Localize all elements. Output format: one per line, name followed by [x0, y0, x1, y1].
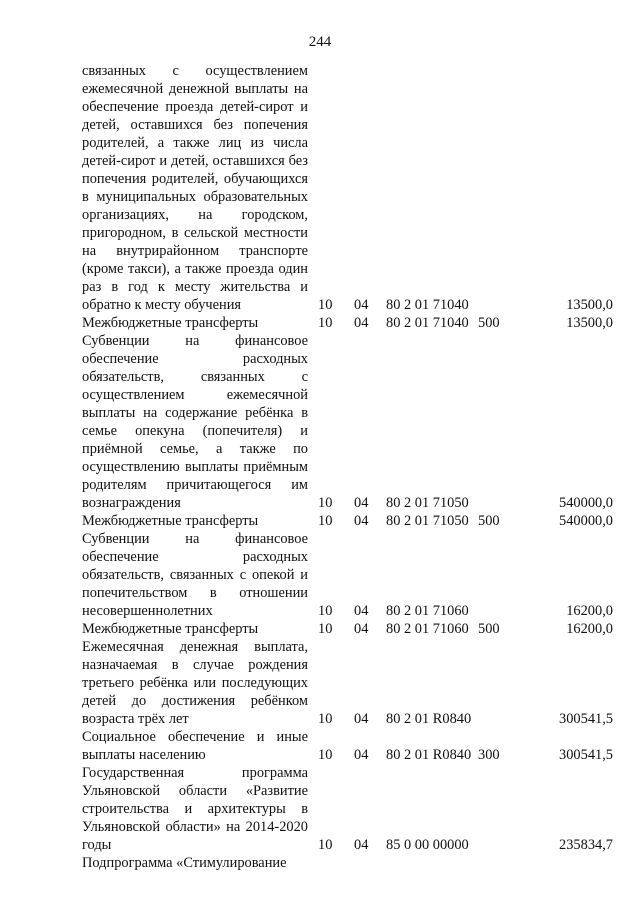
row-name: Межбюджетные трансферты [82, 621, 259, 637]
row-target-article: 80 2 01 71060 [386, 621, 469, 637]
table-row [0, 512, 640, 530]
row-section-code: 10 [318, 747, 333, 763]
row-subsection-code: 04 [354, 513, 369, 529]
row-section-code: 10 [318, 621, 333, 637]
row-name: Подпрограмма «Стимулирование [82, 855, 287, 871]
row-name: Субвенции на финансовое обеспечение расходных обязательств, связанных с осуществлением ежемесячной выплаты на содержание ребёнка в семье опекуна (попечителя) и приёмной семье, а также по осуществлению выплаты приёмным родителям причитающегося им вознаграждения [82, 333, 308, 511]
row-amount: 300541,5 [559, 747, 613, 763]
row-section-code: 10 [318, 495, 333, 511]
table-row [0, 728, 640, 764]
row-section-code: 10 [318, 603, 333, 619]
row-name: связанных с осуществлением ежемесячной денежной выплаты на обеспечение проезда детей-сирот и детей, оставшихся без попечения родителей, а также лиц из числа детей-сирот и детей, оставшихся без попечения родителей, обучающихся в муниципальных образовательных организациях, на городском, пригородном, в сельской местности на внутрирайонном транспорте (кроме такси), а также проезда один раз в год к месту жительства и обратно к месту обучения [82, 63, 308, 313]
row-name: Социальное обеспечение и иные выплаты населению [82, 729, 308, 763]
row-name: Ежемесячная денежная выплата, назначаемая в случае рождения третьего ребёнка или последующих детей до достижения ребёнком возраста трёх лет [82, 639, 308, 727]
row-target-article: 80 2 01 R0840 [386, 711, 472, 727]
row-subsection-code: 04 [354, 603, 369, 619]
row-target-article: 80 2 01 71050 [386, 495, 469, 511]
row-amount: 16200,0 [566, 603, 613, 619]
row-expense-type: 300 [478, 747, 500, 763]
budget-table [0, 62, 640, 872]
table-row [0, 854, 640, 872]
row-expense-type: 500 [478, 315, 500, 331]
row-name: Межбюджетные трансферты [82, 315, 259, 331]
row-section-code: 10 [318, 711, 333, 727]
row-subsection-code: 04 [354, 495, 369, 511]
table-row [0, 530, 640, 620]
row-amount: 540000,0 [559, 495, 613, 511]
row-target-article: 80 2 01 71060 [386, 603, 469, 619]
row-name: Государственная программа Ульяновской области «Развитие строительства и архитектуры в Ульяновской области» на 2014-2020 годы [82, 765, 308, 853]
table-row [0, 620, 640, 638]
row-expense-type: 500 [478, 513, 500, 529]
table-row [0, 62, 640, 314]
row-subsection-code: 04 [354, 315, 369, 331]
table-row [0, 314, 640, 332]
row-subsection-code: 04 [354, 711, 369, 727]
row-expense-type: 500 [478, 621, 500, 637]
row-section-code: 10 [318, 297, 333, 313]
row-amount: 13500,0 [566, 297, 613, 313]
row-target-article: 80 2 01 R0840 [386, 747, 472, 763]
row-subsection-code: 04 [354, 747, 369, 763]
row-subsection-code: 04 [354, 297, 369, 313]
row-section-code: 10 [318, 513, 333, 529]
table-row [0, 332, 640, 512]
row-amount: 13500,0 [566, 315, 613, 331]
row-amount: 16200,0 [566, 621, 613, 637]
row-section-code: 10 [318, 837, 333, 853]
row-amount: 235834,7 [559, 837, 613, 853]
row-target-article: 80 2 01 71040 [386, 297, 469, 313]
row-subsection-code: 04 [354, 621, 369, 637]
row-target-article: 80 2 01 71040 [386, 315, 469, 331]
table-row [0, 764, 640, 854]
table-row [0, 638, 640, 728]
row-target-article: 85 0 00 00000 [386, 837, 469, 853]
row-section-code: 10 [318, 315, 333, 331]
row-target-article: 80 2 01 71050 [386, 513, 469, 529]
row-amount: 540000,0 [559, 513, 613, 529]
page-number: 244 [308, 34, 332, 50]
row-subsection-code: 04 [354, 837, 369, 853]
row-name: Межбюджетные трансферты [82, 513, 259, 529]
row-name: Субвенции на финансовое обеспечение расходных обязательств, связанных с опекой и попечительством в отношении несовершеннолетних [82, 531, 308, 619]
row-amount: 300541,5 [559, 711, 613, 727]
